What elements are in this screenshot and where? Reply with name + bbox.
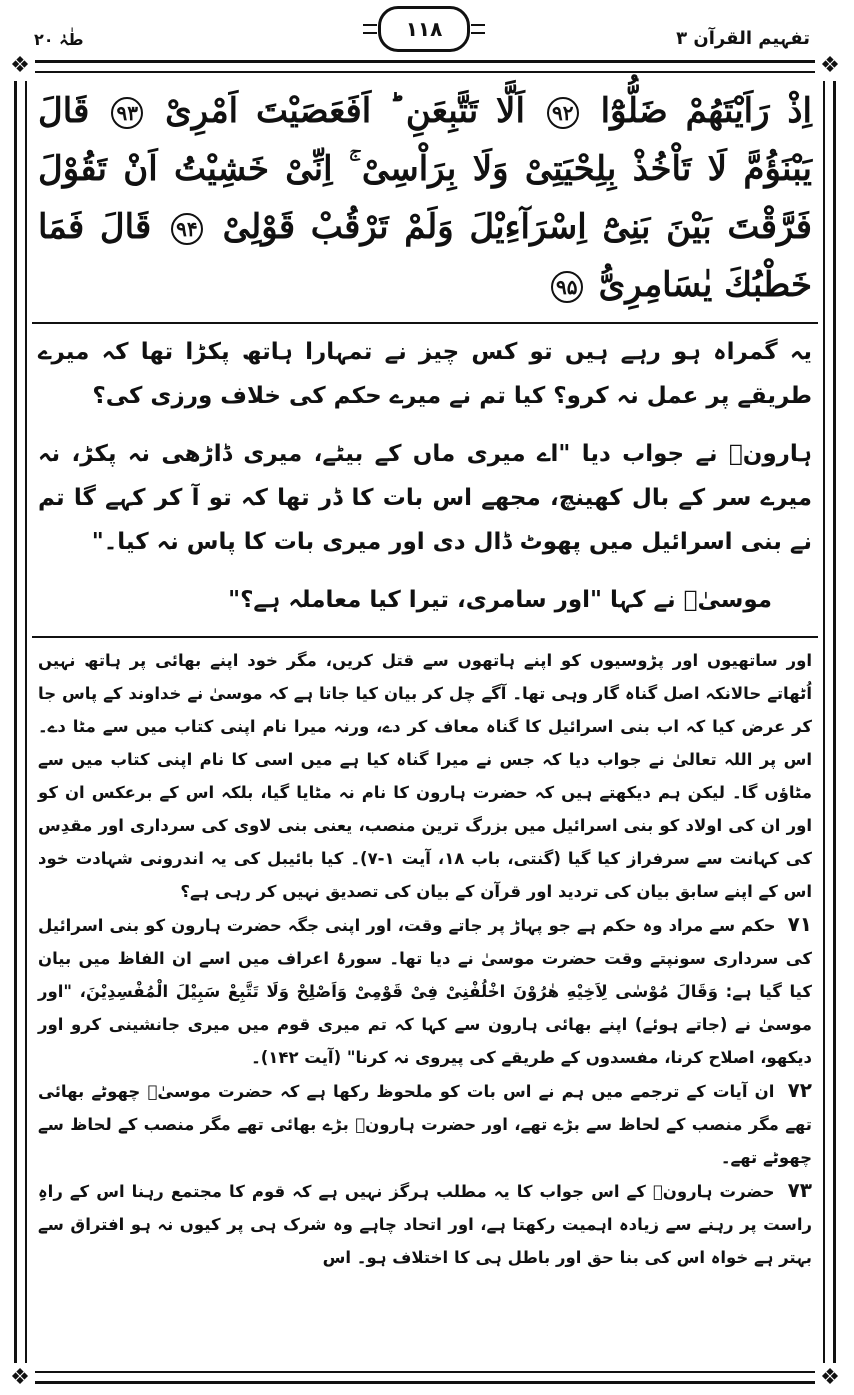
footnote-number: ۷۲ [787, 1078, 812, 1102]
footnote-text: اور ساتھیوں اور پڑوسیوں کو اپنے ہاتھوں سے قتل کریں، مگر خود اپنے بھائی پر ہاتھ نہیں اُٹھاتے حالانکہ اصل گناہ گار وہی تھا۔ آگے چل کر بیان کیا جاتا ہے کہ موسیٰ نے خداوند کے پاس جا کر عرض کیا کہ اب بنی اسرائیل کا گناہ معاف کر دے، ورنہ میرا نام اپنی کتاب میں سے مٹا دے۔ اس پر اللہ تعالیٰ نے جواب دیا کہ جس نے میرا گناہ کیا ہے میں اسی کا نام اپنی کتاب میں سے مٹاؤں گا۔ لیکن ہم دیکھتے ہیں کہ حضرت ہارون کا نام نہ مٹایا گیا، بلکہ اس کے برعکس ان کو اور ان کی اولاد کو بنی اسرائیل میں بزرگ ترین منصب، یعنی بنی لاوی کی سرداری اور مقدِس کی کہانت سے سرفراز کیا گیا (گنتی، باب ۱۸، آیت ۱-۷)۔ کیا بائیبل کی یہ اندرونی شہادت خود اس کے اپنے سابق بیان کی تردید اور قرآن کے بیان کی تصدیق نہیں کر رہی ہے؟ [38, 651, 812, 901]
page-number: ۱۱۸ [405, 17, 443, 41]
corner-ornament-icon: ❖ [5, 51, 35, 81]
translation-paragraph: یہ گمراہ ہو رہے ہیں تو کس چیز نے تمہارا ہاتھ پکڑا تھا کہ میرے طریقے پر عمل نہ کرو؟ کیا تم نے میرے حکم کی خلاف ورزی کی؟ [38, 339, 812, 409]
surah-label: طٰہٰ ۲۰ [34, 30, 84, 49]
corner-ornament-icon: ❖ [5, 1363, 35, 1393]
page-number-badge [378, 6, 470, 52]
page-header [0, 0, 854, 62]
translation-paragraph: موسیٰؑ نے کہا "اور سامری، تیرا کیا معاملہ ہے؟" [228, 587, 772, 613]
quran-text [38, 82, 812, 314]
footnote-text: حضرت ہارونؑ کے اس جواب کا یہ مطلب ہرگز نہیں ہے کہ قوم کا مجتمع رہنا اس کے راہِ راست پر رہنے سے زیادہ اہمیت رکھتا ہے، اور اتحاد چاہے وہ شرک ہی پر کیوں نہ ہو افتراق سے بہتر ہے خواہ اس کی بنا حق اور باطل ہی کا اختلاف ہو۔ اس [38, 1182, 812, 1267]
book-title: تفہیم القرآن ۳ [676, 28, 810, 49]
footnote-number: ۷۱ [787, 912, 813, 936]
footnote [38, 644, 812, 908]
page-content [32, 76, 818, 1372]
ayah-number-icon: ۹۲ [547, 97, 579, 129]
ayah-number-icon: ۹۴ [171, 213, 203, 245]
footnote [38, 1074, 812, 1174]
ayah-text: اِذْ رَاَیْتَھُمْ ضَلُّوْٓا [600, 91, 812, 131]
footnotes-section [38, 644, 812, 1274]
footnote-number: ۷۳ [787, 1178, 812, 1202]
footnote-text: ان آیات کے ترجمے میں ہم نے اس بات کو ملحوظ رکھا ہے کہ حضرت موسیٰؑ چھوٹے بھائی تھے مگر منصب کے لحاظ سے بڑے تھے، اور حضرت ہارونؑ بڑے بھائی تھے مگر منصب کے لحاظ سے چھوٹے تھے۔ [38, 1082, 812, 1167]
footnote [38, 908, 812, 1074]
ayah-number-icon: ۹۵ [551, 271, 583, 303]
ayah-text: قَالَ یَبْنَؤُمَّ لَا تَاْخُذْ بِلِحْیَتِیْ وَلَا بِرَاْسِیْ ۚ اِنِّیْ خَشِیْتُ اَنْ تَقُوْلَ فَرَّقْتَ بَیْنَ بَنِیْٓ اِسْرَآءِیْلَ وَلَمْ تَرْقُبْ قَوْلِیْ [38, 91, 813, 247]
ayah-text: اَلَّا تَتَّبِعَنِ ؕ اَفَعَصَیْتَ اَمْرِیْ [165, 91, 525, 131]
corner-ornament-icon: ❖ [815, 1363, 845, 1393]
section-divider [32, 636, 818, 638]
translation-section [38, 330, 812, 622]
footnote-text: حکم سے مراد وہ حکم ہے جو پہاڑ پر جاتے وقت، اور اپنی جگہ حضرت ہارون کو بنی اسرائیل کی سرداری سونپتے وقت حضرت موسیٰ نے دیا تھا۔ سورۂ اعراف میں اسے ان الفاظ میں بیان کیا گیا ہے: وَقَالَ مُوْسٰی لِاَخِیْهِ هٰرُوْنَ اخْلُفْنِیْ فِیْ قَوْمِیْ وَاَصْلِحْ وَلَا تَتَّبِعْ سَبِیْلَ الْمُفْسِدِیْنَ، "اور موسیٰ نے (جاتے ہوئے) اپنے بھائی ہارون سے کہا کہ تم میری قوم میں میری جانشینی کرو اور دیکھو، اصلاح کرنا، مفسدوں کے طریقے کی پیروی نہ کرنا" (آیت ۱۴۲)۔ [38, 916, 812, 1067]
ayah-number-icon: ۹۳ [111, 97, 143, 129]
translation-paragraph: ہارونؑ نے جواب دیا "اے میری ماں کے بیٹے، میری ڈاڑھی نہ پکڑ، نہ میرے سر کے بال کھینچ، مجھے اس بات کا ڈر تھا کہ تو آ کر کہے گا تم نے بنی اسرائیل میں پھوٹ ڈال دی اور میری بات کا پاس نہ کیا۔" [38, 441, 812, 555]
section-divider [32, 322, 818, 324]
footnote [38, 1174, 812, 1274]
ayah-text: قَالَ فَمَا خَطْبُكَ یٰسَامِرِیُّ [38, 207, 812, 305]
corner-ornament-icon: ❖ [815, 51, 845, 81]
